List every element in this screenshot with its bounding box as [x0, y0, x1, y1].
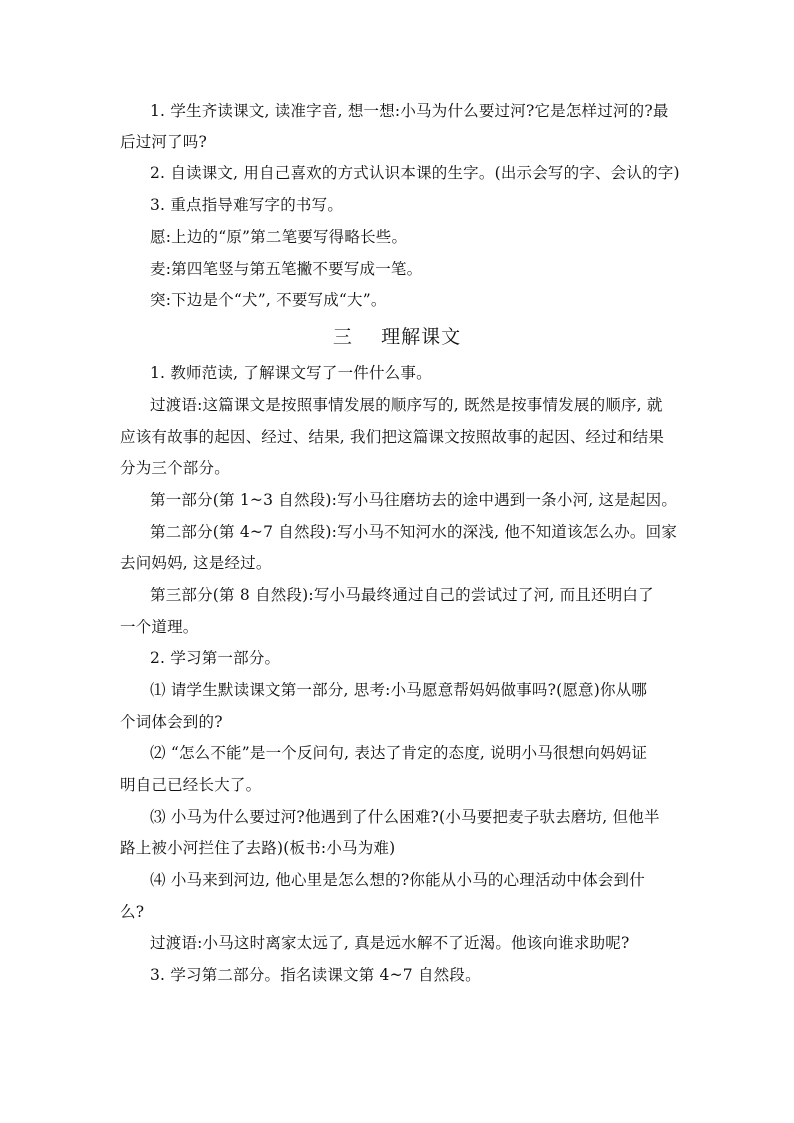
question-3-line1: ⑶ 小马为什么要过河?他遇到了什么困难?(小马要把麦子驮去磨坊, 但他半: [150, 808, 660, 826]
paragraph-1: 1. 教师范读, 了解课文写了一件什么事。: [150, 364, 432, 382]
paragraph-3: 3. 学习第二部分。指名读课文第 4~7 自然段。: [150, 966, 481, 984]
part-3-line2: 一个道理。: [120, 618, 199, 636]
part-2-line2: 去问妈妈, 这是经过。: [120, 554, 272, 572]
question-1-line1: ⑴ 请学生默读课文第一部分, 思考:小马愿意帮妈妈做事吗?(愿意)你从哪: [150, 681, 648, 699]
question-2-line1: ⑵ “怎么不能”是一个反问句, 表达了肯定的态度, 说明小马很想向妈妈证: [150, 744, 648, 762]
item2: 2. 自读课文, 用自己喜欢的方式认识本课的生字。(出示会写的字、会认的字): [150, 164, 680, 182]
part-1: 第一部分(第 1~3 自然段):写小马往磨坊去的途中遇到一条小河, 这是起因。: [150, 491, 678, 509]
item3: 3. 重点指导难写字的书写。: [150, 196, 344, 214]
item1-line1: 1. 学生齐读课文, 读准字音, 想一想:小马为什么要过河?它是怎样过河的?最: [150, 102, 669, 120]
char-note-yuan: 愿:上边的“原”第二笔要写得略长些。: [150, 228, 408, 246]
question-3-line2: 路上被小河拦住了去路)(板书:小马为难): [120, 839, 396, 857]
transition-1-line3: 分为三个部分。: [120, 459, 230, 477]
transition-1-line2: 应该有故事的起因、经过、结果, 我们把这篇课文按照故事的起因、经过和结果: [120, 428, 665, 446]
char-note-mai: 麦:第四笔竖与第五笔撇不要写成一笔。: [150, 260, 423, 278]
transition-2: 过渡语:小马这时离家太远了, 真是远水解不了近渴。他该向谁求助呢?: [150, 934, 630, 952]
section-heading: 三 理解课文: [332, 326, 462, 348]
part-3-line1: 第三部分(第 8 自然段):写小马最终通过自己的尝试过了河, 而且还明白了: [150, 586, 654, 604]
part-2-line1: 第二部分(第 4~7 自然段):写小马不知河水的深浅, 他不知道该怎么办。回家: [150, 523, 678, 541]
question-4-line1: ⑷ 小马来到河边, 他心里是怎么想的?你能从小马的心理活动中体会到什: [150, 871, 645, 889]
transition-1-line1: 过渡语:这篇课文是按照事情发展的顺序写的, 既然是按事情发展的顺序, 就: [150, 396, 663, 414]
paragraph-2: 2. 学习第一部分。: [150, 649, 281, 667]
item1-line2: 后过河了吗?: [120, 133, 208, 151]
question-1-line2: 个词体会到的?: [120, 713, 223, 731]
question-4-line2: 么?: [120, 903, 145, 921]
question-2-line2: 明自己已经长大了。: [120, 776, 262, 794]
char-note-tu: 突:下边是个“犬”, 不要写成“大”。: [150, 291, 387, 309]
